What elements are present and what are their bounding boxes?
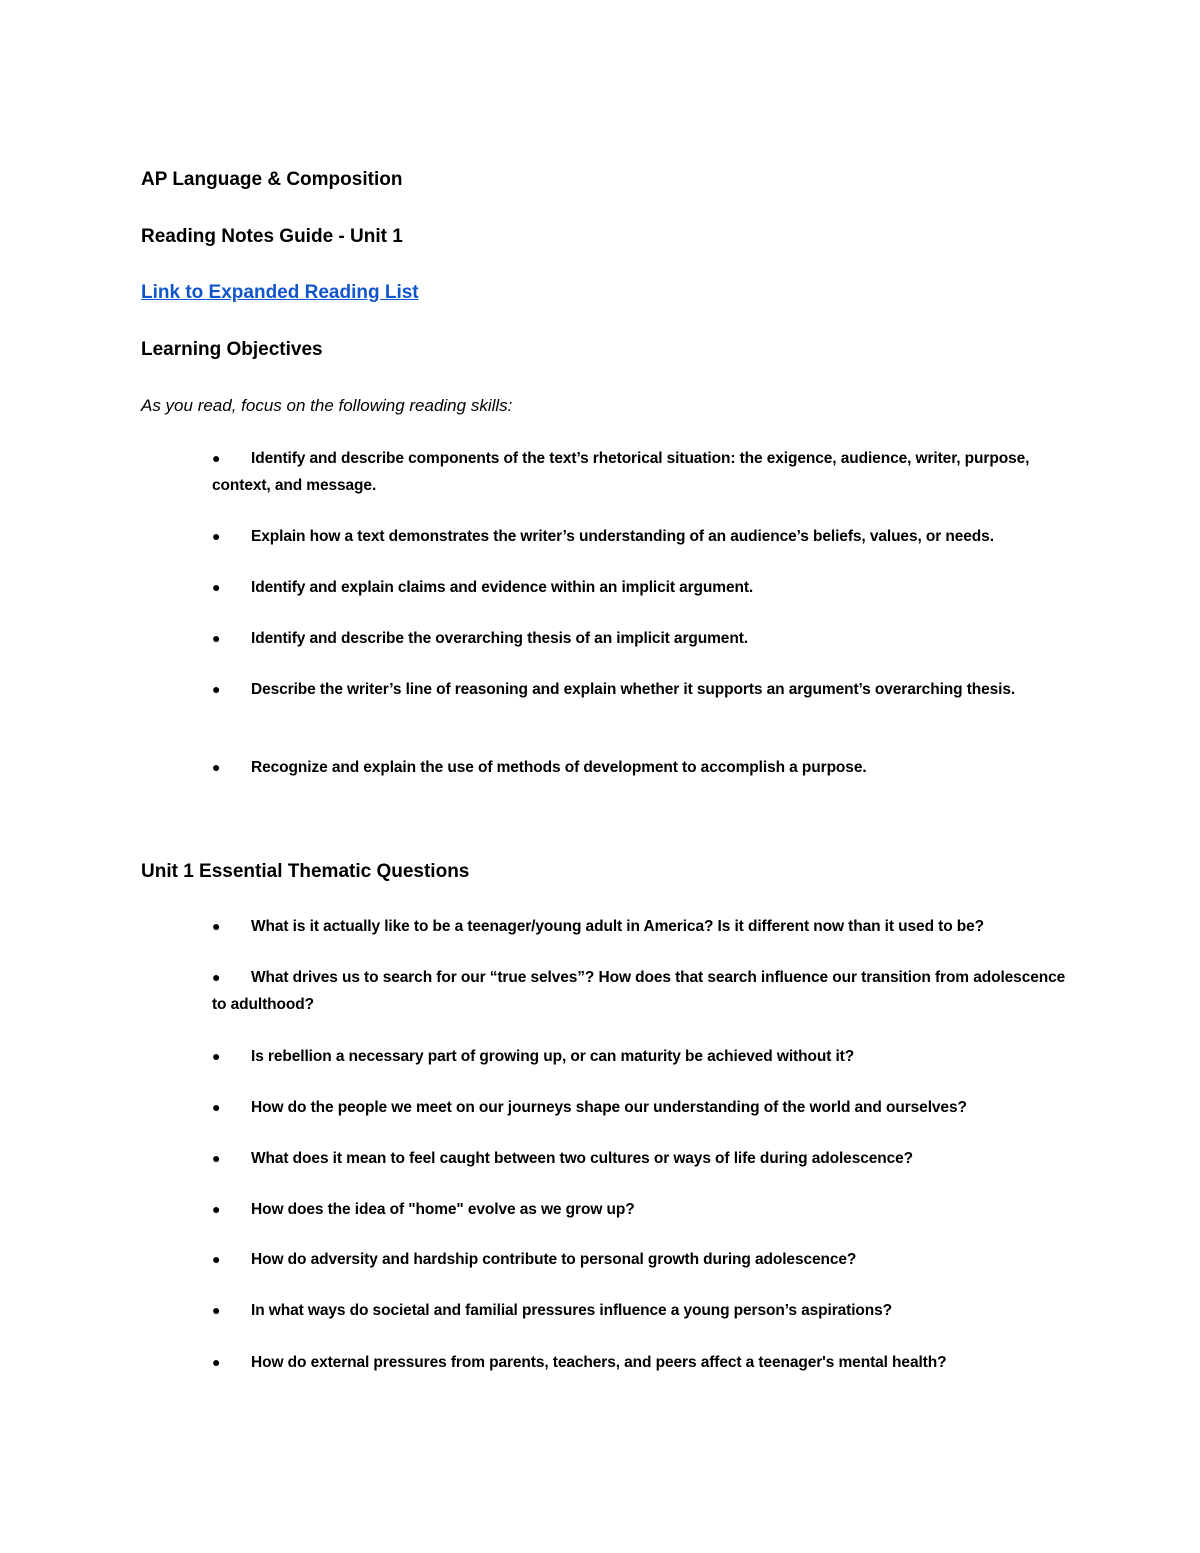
objective-item: [212, 445, 1072, 499]
question-text: How do the people we meet on our journeys shape our understanding of the world and ourselves?: [251, 1099, 967, 1116]
question-text: What drives us to search for our “true selves”? How does that search influence our transition from adolescence to adulthood?: [212, 969, 1066, 1013]
bullet-icon: ●: [212, 1354, 221, 1370]
course-title: AP Language & Composition: [141, 169, 403, 190]
question-item: [212, 1043, 1072, 1070]
objective-item: [212, 754, 1072, 781]
objective-text: Identify and describe the overarching thesis of an implicit argument.: [251, 630, 748, 647]
bullet-icon: ●: [212, 759, 221, 775]
objective-item: [212, 625, 1072, 652]
question-item: [212, 1349, 1072, 1376]
bullet-icon: ●: [212, 681, 221, 697]
question-text: What does it mean to feel caught between two cultures or ways of life during adolescence?: [251, 1150, 914, 1167]
objective-item: [212, 676, 1072, 703]
objective-text: Recognize and explain the use of methods of development to accomplish a purpose.: [251, 759, 867, 776]
question-text: What is it actually like to be a teenager/young adult in America? Is it different now than it used to be?: [251, 918, 985, 935]
objective-item: [212, 574, 1072, 601]
objective-text: Identify and explain claims and evidence within an implicit argument.: [251, 579, 754, 596]
thematic-questions-heading: Unit 1 Essential Thematic Questions: [141, 861, 470, 882]
objective-text: Describe the writer’s line of reasoning and explain whether it supports an argument’s overarching thesis.: [251, 681, 1016, 698]
bullet-icon: ●: [212, 1048, 221, 1064]
question-text: How do adversity and hardship contribute to personal growth during adolescence?: [251, 1251, 857, 1268]
question-item: [212, 1297, 1072, 1324]
bullet-icon: ●: [212, 918, 221, 934]
question-text: How do external pressures from parents, teachers, and peers affect a teenager's mental health?: [251, 1354, 947, 1371]
bullet-icon: ●: [212, 1099, 221, 1115]
question-text: Is rebellion a necessary part of growing up, or can maturity be achieved without it?: [251, 1048, 855, 1065]
objective-text: Explain how a text demonstrates the writer’s understanding of an audience’s beliefs, values, or needs.: [251, 528, 994, 545]
bullet-icon: ●: [212, 1150, 221, 1166]
question-item: [212, 1196, 1072, 1223]
objectives-intro: As you read, focus on the following reading skills:: [141, 396, 513, 415]
guide-title: Reading Notes Guide - Unit 1: [141, 226, 403, 247]
bullet-icon: ●: [212, 630, 221, 646]
learning-objectives-heading: Learning Objectives: [141, 339, 323, 360]
bullet-icon: ●: [212, 528, 221, 544]
question-item: [212, 1246, 1072, 1273]
question-item: [212, 964, 1072, 1018]
bullet-icon: ●: [212, 969, 221, 985]
expanded-reading-list-link[interactable]: Link to Expanded Reading List: [141, 282, 419, 303]
bullet-icon: ●: [212, 1302, 221, 1318]
question-text: How does the idea of "home" evolve as we grow up?: [251, 1201, 635, 1218]
question-text: In what ways do societal and familial pressures influence a young person’s aspirations?: [251, 1302, 893, 1319]
objective-item: [212, 523, 1072, 550]
question-item: [212, 913, 1072, 940]
question-item: [212, 1094, 1072, 1121]
objective-text: Identify and describe components of the text’s rhetorical situation: the exigence, audience, writer, purpose, context, and message.: [212, 450, 1030, 494]
bullet-icon: ●: [212, 579, 221, 595]
bullet-icon: ●: [212, 450, 221, 466]
bullet-icon: ●: [212, 1201, 221, 1217]
bullet-icon: ●: [212, 1251, 221, 1267]
question-item: [212, 1145, 1072, 1172]
